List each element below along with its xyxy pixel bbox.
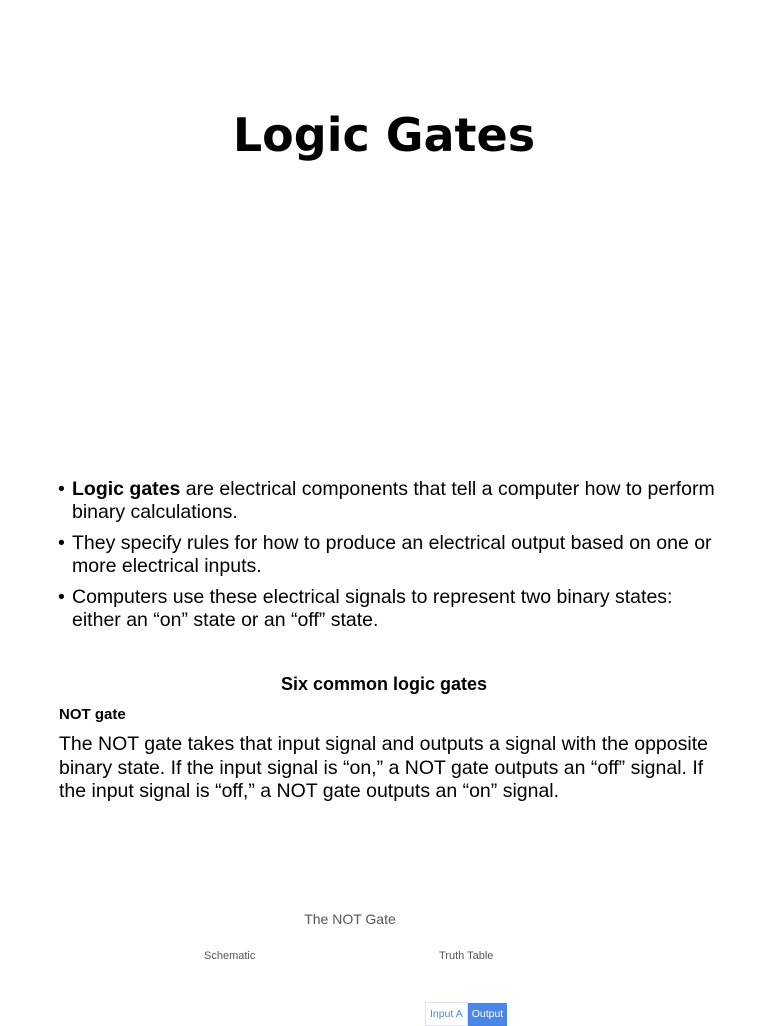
list-item: [58, 532, 718, 578]
gate-name: NOT gate: [59, 706, 126, 723]
bullet-text: They specify rules for how to produce an electrical output based on one or more electrical inputs.: [72, 532, 712, 577]
figure-title: The NOT Gate: [304, 911, 396, 927]
gate-description: The NOT gate takes that input signal and outputs a signal with the opposite binary state. If the input signal is “on,” a NOT gate outputs an “off” signal. If the input signal is “off,” a NOT gate outputs an “on” signal.: [59, 733, 708, 802]
truth-table-header-output: Output: [467, 1003, 507, 1026]
bullet-icon: •: [58, 586, 65, 608]
list-item: [58, 478, 718, 524]
truth-table-label: Truth Table: [439, 950, 494, 962]
schematic-label: Schematic: [204, 950, 256, 962]
truth-table-header-row: [426, 1003, 508, 1026]
bullet-text: Computers use these electrical signals to represent two binary states: either an “on” state or an “off” state.: [72, 586, 673, 631]
truth-table: [425, 1002, 507, 1026]
truth-table-header-input: Input A: [426, 1003, 468, 1026]
section-heading: Six common logic gates: [280, 674, 488, 694]
bullet-bold-text: Logic gates: [72, 478, 181, 500]
bullet-list: [58, 478, 718, 640]
bullet-icon: •: [58, 478, 65, 500]
bullet-text: are electrical components that tell a computer how to perform binary calculations.: [72, 478, 715, 523]
page-title: Logic Gates: [232, 108, 536, 162]
list-item: [58, 586, 718, 632]
bullet-icon: •: [58, 532, 65, 554]
